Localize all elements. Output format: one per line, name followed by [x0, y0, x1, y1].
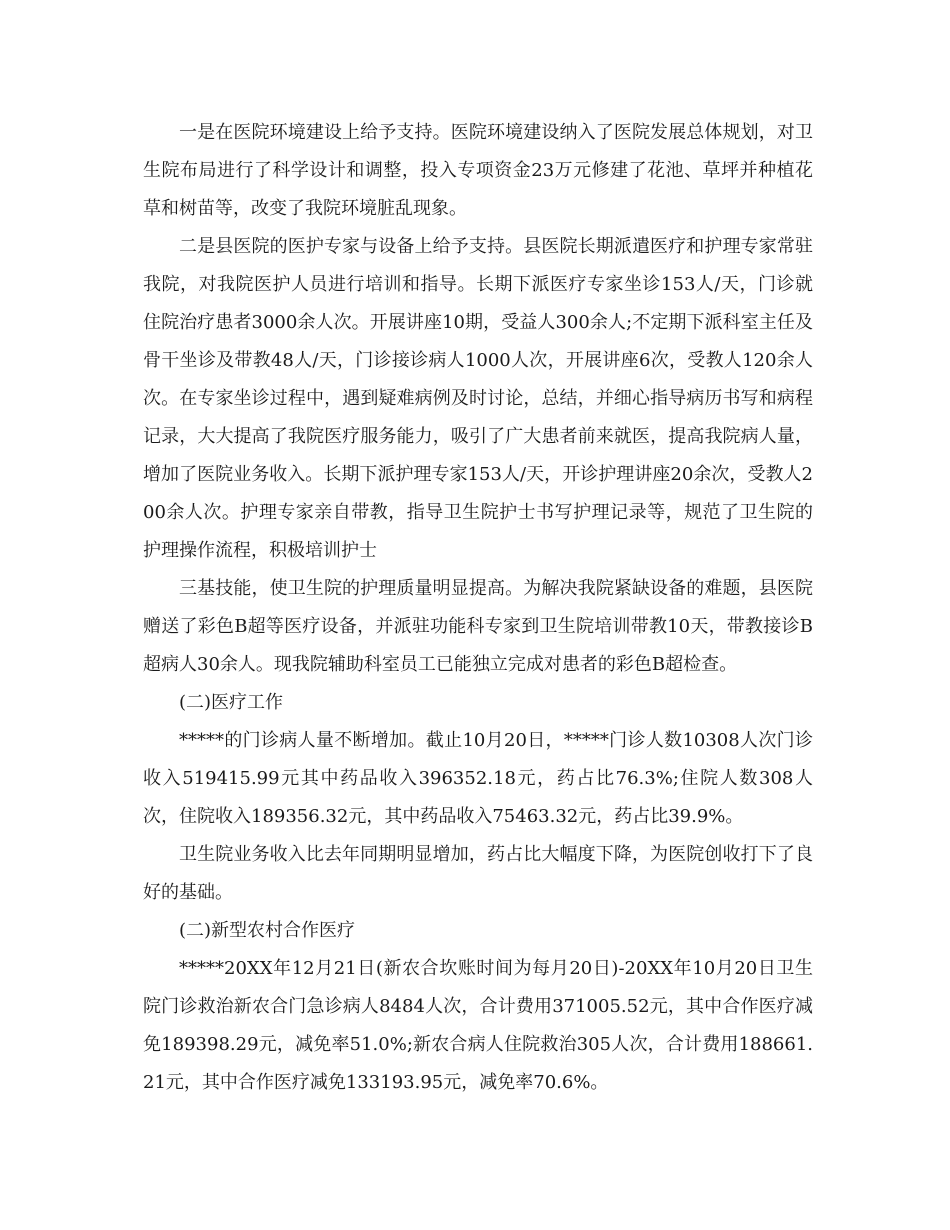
- paragraph-nursing-equipment: 三基技能，使卫生院的护理质量明显提高。为解决我院紧缺设备的难题，县医院赠送了彩色B超等医疗设备，并派驻功能科专家到卫生院培训带教10天，带教接诊B超病人30余人。现我院辅助科室员工已能独立完成对患者的彩色B超检查。: [143, 578, 813, 675]
- paragraph-cooperative-statistics: *****20XX年12月21日(新农合坎账时间为每月20日)-20XX年10月20日卫生院门诊救治新农合门急诊病人8484人次，合计费用371005.52元，其中合作医疗减免189398.29元，减免率51.0%;新农合病人住院救治305人次，合计费用188661.21元，其中合作医疗减免133193.95元，减免率70.6%。: [143, 958, 813, 1093]
- paragraph-outpatient-statistics: *****的门诊病人量不断增加。截止10月20日，*****门诊人数10308人次门诊收入519415.99元其中药品收入396352.18元，药占比76.3%;住院人数308人次，住院收入189356.32元，其中药品收入75463.32元，药占比39.9%。: [143, 730, 813, 827]
- document-body: [143, 114, 813, 1102]
- paragraph-expert-support: 二是县医院的医护专家与设备上给予支持。县医院长期派遣医疗和护理专家常驻我院，对我院医护人员进行培训和指导。长期下派医疗专家坐诊153人/天，门诊就住院治疗患者3000余人次。开展讲座10期，受益人300余人;不定期下派科室主任及骨干坐诊及带教48人/天，门诊接诊病人1000人次，开展讲座6次，受教人120余人次。在专家坐诊过程中，遇到疑难病例及时讨论，总结，并细心指导病历书写和病程记录，大大提高了我院医疗服务能力，吸引了广大患者前来就医，提高我院病人量，增加了医院业务收入。长期下派护理专家153人/天，开诊护理讲座20余次，受教人200余人次。护理专家亲自带教，指导卫生院护士书写护理记录等，规范了卫生院的护理操作流程，积极培训护士: [143, 236, 813, 561]
- section-heading-rural-cooperative-medical: (二)新型农村合作医疗: [179, 920, 356, 941]
- section-heading-medical-work: (二)医疗工作: [179, 692, 284, 713]
- paragraph-revenue-summary: 卫生院业务收入比去年同期明显增加，药占比大幅度下降，为医院创收打下了良好的基础。: [143, 844, 813, 903]
- paragraph-environment-support: 一是在医院环境建设上给予支持。医院环境建设纳入了医院发展总体规划，对卫生院布局进行了科学设计和调整，投入专项资金23万元修建了花池、草坪并种植花草和树苗等，改变了我院环境脏乱现象。: [143, 122, 813, 219]
